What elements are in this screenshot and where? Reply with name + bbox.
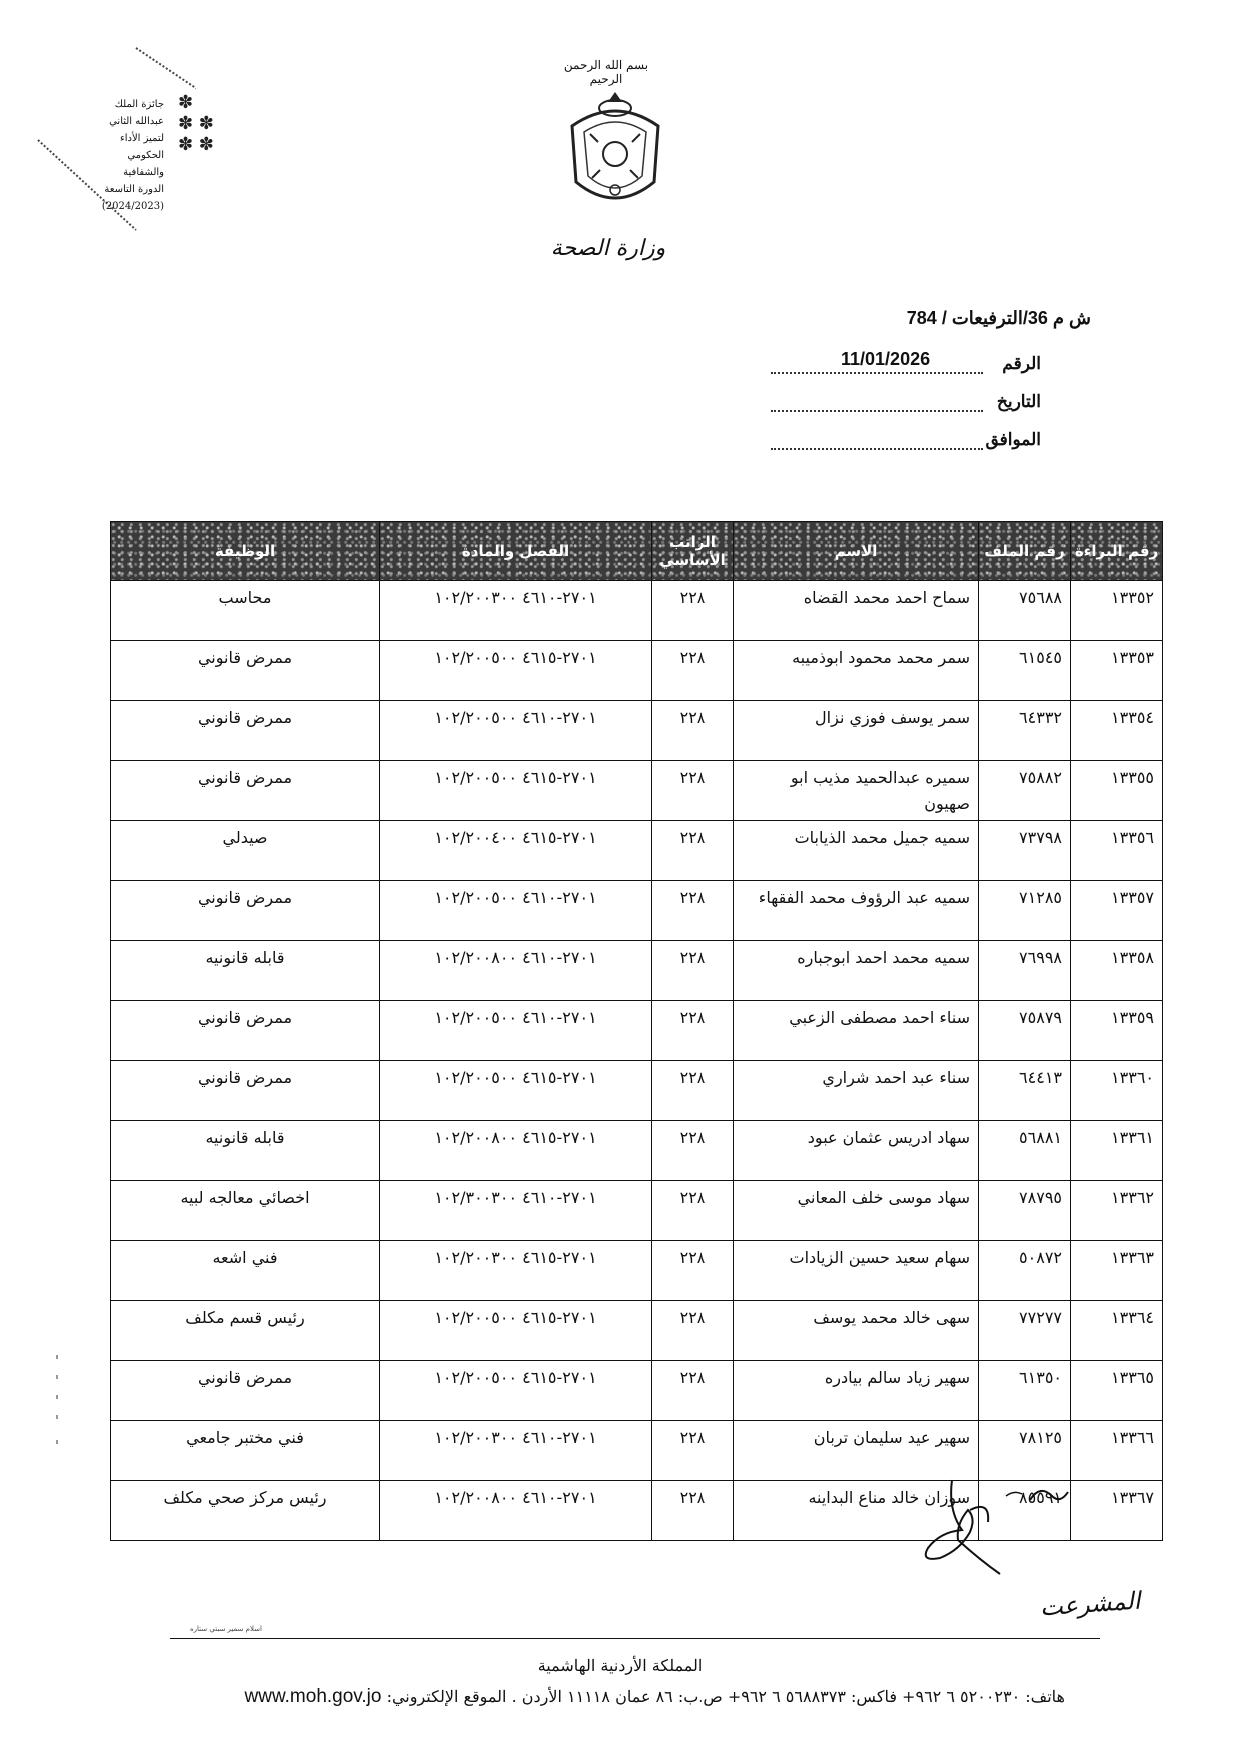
chapter-article-cell: ٢٧٠١-٤٦١٥ ١٠٢/٢٠٠٤٠٠ (380, 821, 652, 881)
name-cell: سمر محمد محمود ابوذميبه (734, 641, 979, 701)
job-cell: ممرض قانوني (111, 1361, 380, 1421)
job-cell: ممرض قانوني (111, 641, 380, 701)
chapter-article-cell: ٢٧٠١-٤٦١٠ ١٠٢/٢٠٠٨٠٠ (380, 1481, 652, 1541)
name-cell: سهى خالد محمد يوسف (734, 1301, 979, 1361)
cert-no-cell: ١٣٣٦٢ (1071, 1181, 1163, 1241)
number-value: 11/01/2026 (841, 349, 931, 369)
meta-corresponding-row (771, 430, 1041, 450)
file-no-cell: ٧٣٧٩٨ (979, 821, 1071, 881)
chapter-article-cell: ٢٧٠١-٤٦١٥ ١٠٢/٢٠٠٥٠٠ (380, 1301, 652, 1361)
file-no-cell: ٧٥٨٧٩ (979, 1001, 1071, 1061)
header-file-no: رقم الملف (979, 522, 1071, 581)
name-cell: سميه محمد احمد ابوجباره (734, 941, 979, 1001)
date-label: التاريخ (996, 392, 1041, 411)
table-row (111, 1241, 1163, 1301)
chapter-article-cell: ٢٧٠١-٤٦١٥ ١٠٢/٢٠٠٨٠٠ (380, 1121, 652, 1181)
header-chapter-article: الفصل والمادة (380, 522, 652, 581)
name-cell: سماح احمد محمد القضاه (734, 581, 979, 641)
name-cell: سهاد ادريس عثمان عبود (734, 1121, 979, 1181)
name-cell: سميه جميل محمد الذيابات (734, 821, 979, 881)
file-no-cell: ٧١٢٨٥ (979, 881, 1071, 941)
chapter-article-cell: ٢٧٠١-٤٦١٥ ١٠٢/٢٠٠٥٠٠ (380, 1361, 652, 1421)
cert-no-cell: ١٣٣٦١ (1071, 1121, 1163, 1181)
footer-website-link[interactable]: www.moh.gov.jo (244, 1686, 382, 1707)
basic-salary-cell: ٢٢٨ (652, 1001, 734, 1061)
basic-salary-cell: ٢٢٨ (652, 761, 734, 821)
number-label: الرقم (1002, 354, 1041, 373)
footer-contact (205, 1686, 1065, 1708)
file-no-cell: ٧٨١٢٥ (979, 1421, 1071, 1481)
meta-number-row (771, 349, 1041, 374)
chapter-article-cell: ٢٧٠١-٤٦١٠ ١٠٢/٢٠٠٥٠٠ (380, 701, 652, 761)
file-no-cell: ٦١٣٥٠ (979, 1361, 1071, 1421)
header-cert-no: رقم البراءة (1071, 522, 1163, 581)
footer-contact-text: هاتف: ٥٢٠٠٢٣٠ ٦ ٩٦٢+ فاكس: ٥٦٨٨٣٧٣ ٦ ٩٦٢+ ص.ب: ٨٦ عمان ١١١١٨ الأردن . الموقع الإلكتروني: (386, 1687, 1065, 1706)
cert-no-cell: ١٣٣٥٣ (1071, 641, 1163, 701)
job-cell: ممرض قانوني (111, 761, 380, 821)
table-row (111, 881, 1163, 941)
file-no-cell: ٧٧٢٧٧ (979, 1301, 1071, 1361)
basic-salary-cell: ٢٢٨ (652, 1301, 734, 1361)
cert-no-cell: ١٣٣٥٨ (1071, 941, 1163, 1001)
file-no-cell: ٨٥٥٩١ (979, 1481, 1071, 1541)
file-no-cell: ٦٤٤١٣ (979, 1061, 1071, 1121)
chapter-article-cell: ٢٧٠١-٤٦١٠ ١٠٢/٣٠٠٣٠٠ (380, 1181, 652, 1241)
name-cell: سهير عيد سليمان تربان (734, 1421, 979, 1481)
chapter-article-cell: ٢٧٠١-٤٦١٥ ١٠٢/٢٠٠٥٠٠ (380, 761, 652, 821)
cert-no-cell: ١٣٣٥٢ (1071, 581, 1163, 641)
file-no-cell: ٧٥٨٨٢ (979, 761, 1071, 821)
basic-salary-cell: ٢٢٨ (652, 1361, 734, 1421)
cert-no-cell: ١٣٣٥٤ (1071, 701, 1163, 761)
chapter-article-cell: ٢٧٠١-٤٦١٠ ١٠٢/٢٠٠٥٠٠ (380, 1001, 652, 1061)
corresponding-label: الموافق (985, 430, 1041, 449)
name-cell: سهاد موسى خلف المعاني (734, 1181, 979, 1241)
cert-no-cell: ١٣٣٦٧ (1071, 1481, 1163, 1541)
table-row (111, 701, 1163, 761)
reference-number: ش م 36/الترفيعات / 784 (906, 308, 1091, 328)
job-cell: ممرض قانوني (111, 881, 380, 941)
cert-no-cell: ١٣٣٦٠ (1071, 1061, 1163, 1121)
basmala: بسم الله الرحمن الرحيم (563, 58, 649, 86)
table-row (111, 761, 1163, 821)
header-job: الوظيفة (111, 522, 380, 581)
table-row (111, 641, 1163, 701)
table-row (111, 1361, 1163, 1421)
handwritten-signature (910, 1470, 1070, 1580)
job-cell: فني اشعه (111, 1241, 380, 1301)
chapter-article-cell: ٢٧٠١-٤٦١٠ ١٠٢/٢٠٠٥٠٠ (380, 881, 652, 941)
chapter-article-cell: ٢٧٠١-٤٦١٥ ١٠٢/٢٠٠٥٠٠ (380, 1061, 652, 1121)
job-cell: اخصائي معالجه لبيه (111, 1181, 380, 1241)
name-cell: سمر يوسف فوزي نزال (734, 701, 979, 761)
ministry-name: وزارة الصحة (550, 236, 666, 261)
name-cell: سناء عبد احمد شراري (734, 1061, 979, 1121)
job-cell: رئيس قسم مكلف (111, 1301, 380, 1361)
header-basic-salary: الراتب الأساسي (652, 522, 734, 581)
basic-salary-cell: ٢٢٨ (652, 1241, 734, 1301)
basic-salary-cell: ٢٢٨ (652, 881, 734, 941)
footer-country: المملكة الأردنية الهاشمية (537, 1656, 703, 1675)
table-row (111, 1181, 1163, 1241)
cert-no-cell: ١٣٣٥٥ (1071, 761, 1163, 821)
meta-date-row (771, 392, 1041, 412)
file-no-cell: ٧٦٩٩٨ (979, 941, 1071, 1001)
header-name: الاسم (734, 522, 979, 581)
name-cell: سناء احمد مصطفى الزعبي (734, 1001, 979, 1061)
cert-no-cell: ١٣٣٥٩ (1071, 1001, 1163, 1061)
file-no-cell: ٧٥٦٨٨ (979, 581, 1071, 641)
job-cell: ممرض قانوني (111, 1001, 380, 1061)
job-cell: رئيس مركز صحي مكلف (111, 1481, 380, 1541)
basic-salary-cell: ٢٢٨ (652, 641, 734, 701)
chapter-article-cell: ٢٧٠١-٤٦١٠ ١٠٢/٢٠٠٣٠٠ (380, 581, 652, 641)
signed-label: المشرعت (1039, 1586, 1142, 1622)
file-no-cell: ٥٠٨٧٢ (979, 1241, 1071, 1301)
basic-salary-cell: ٢٢٨ (652, 701, 734, 761)
basic-salary-cell: ٢٢٨ (652, 941, 734, 1001)
job-cell: ممرض قانوني (111, 1061, 380, 1121)
basic-salary-cell: ٢٢٨ (652, 1121, 734, 1181)
footer-divider (170, 1638, 1100, 1639)
name-cell: سوزان خالد مناع البداينه (734, 1481, 979, 1541)
table-row (111, 1301, 1163, 1361)
file-no-cell: ٥٦٨٨١ (979, 1121, 1071, 1181)
stamp-note: اسلام سمير سبتي ستاره (190, 1625, 262, 1633)
table-row (111, 941, 1163, 1001)
job-cell: فني مختبر جامعي (111, 1421, 380, 1481)
table-header-row (111, 522, 1163, 581)
chapter-article-cell: ٢٧٠١-٤٦١٠ ١٠٢/٢٠٠٣٠٠ (380, 1421, 652, 1481)
table-row (111, 821, 1163, 881)
name-cell: سميره عبدالحميد مذيب ابو صهيون (734, 761, 979, 821)
basic-salary-cell: ٢٢٨ (652, 581, 734, 641)
file-no-cell: ٧٨٧٩٥ (979, 1181, 1071, 1241)
job-cell: محاسب (111, 581, 380, 641)
cert-no-cell: ١٣٣٦٤ (1071, 1301, 1163, 1361)
basic-salary-cell: ٢٢٨ (652, 1421, 734, 1481)
job-cell: قابله قانونيه (111, 941, 380, 1001)
job-cell: قابله قانونيه (111, 1121, 380, 1181)
table-row (111, 1001, 1163, 1061)
table-row (111, 1061, 1163, 1121)
table-row (111, 1121, 1163, 1181)
file-no-cell: ٦١٥٤٥ (979, 641, 1071, 701)
basic-salary-cell: ٢٢٨ (652, 1061, 734, 1121)
chapter-article-cell: ٢٧٠١-٤٦١٥ ١٠٢/٢٠٠٥٠٠ (380, 641, 652, 701)
job-cell: ممرض قانوني (111, 701, 380, 761)
basic-salary-cell: ٢٢٨ (652, 1481, 734, 1541)
cert-no-cell: ١٣٣٥٦ (1071, 821, 1163, 881)
basic-salary-cell: ٢٢٨ (652, 1181, 734, 1241)
name-cell: سهير زياد سالم بيادره (734, 1361, 979, 1421)
cert-no-cell: ١٣٣٦٣ (1071, 1241, 1163, 1301)
name-cell: سهام سعيد حسين الزيادات (734, 1241, 979, 1301)
award-text: جائزة الملك عبدالله الثاني لتميز الأداء الحكومي والشفافية الدورة التاسعة (2024/2023) (101, 99, 164, 212)
promotions-table (110, 521, 1163, 1541)
name-cell: سميه عبد الرؤوف محمد الفقهاء (734, 881, 979, 941)
chapter-article-cell: ٢٧٠١-٤٦١٠ ١٠٢/٢٠٠٨٠٠ (380, 941, 652, 1001)
table-row (111, 581, 1163, 641)
file-no-cell: ٦٤٣٣٢ (979, 701, 1071, 761)
cert-no-cell: ١٣٣٦٥ (1071, 1361, 1163, 1421)
cert-no-cell: ١٣٣٥٧ (1071, 881, 1163, 941)
job-cell: صيدلي (111, 821, 380, 881)
award-stars-icon: ✽ ✽ ✽ ✽ ✽ (178, 92, 214, 155)
coat-of-arms-icon (560, 86, 670, 216)
basic-salary-cell: ٢٢٨ (652, 821, 734, 881)
cert-no-cell: ١٣٣٦٦ (1071, 1421, 1163, 1481)
chapter-article-cell: ٢٧٠١-٤٦١٥ ١٠٢/٢٠٠٣٠٠ (380, 1241, 652, 1301)
